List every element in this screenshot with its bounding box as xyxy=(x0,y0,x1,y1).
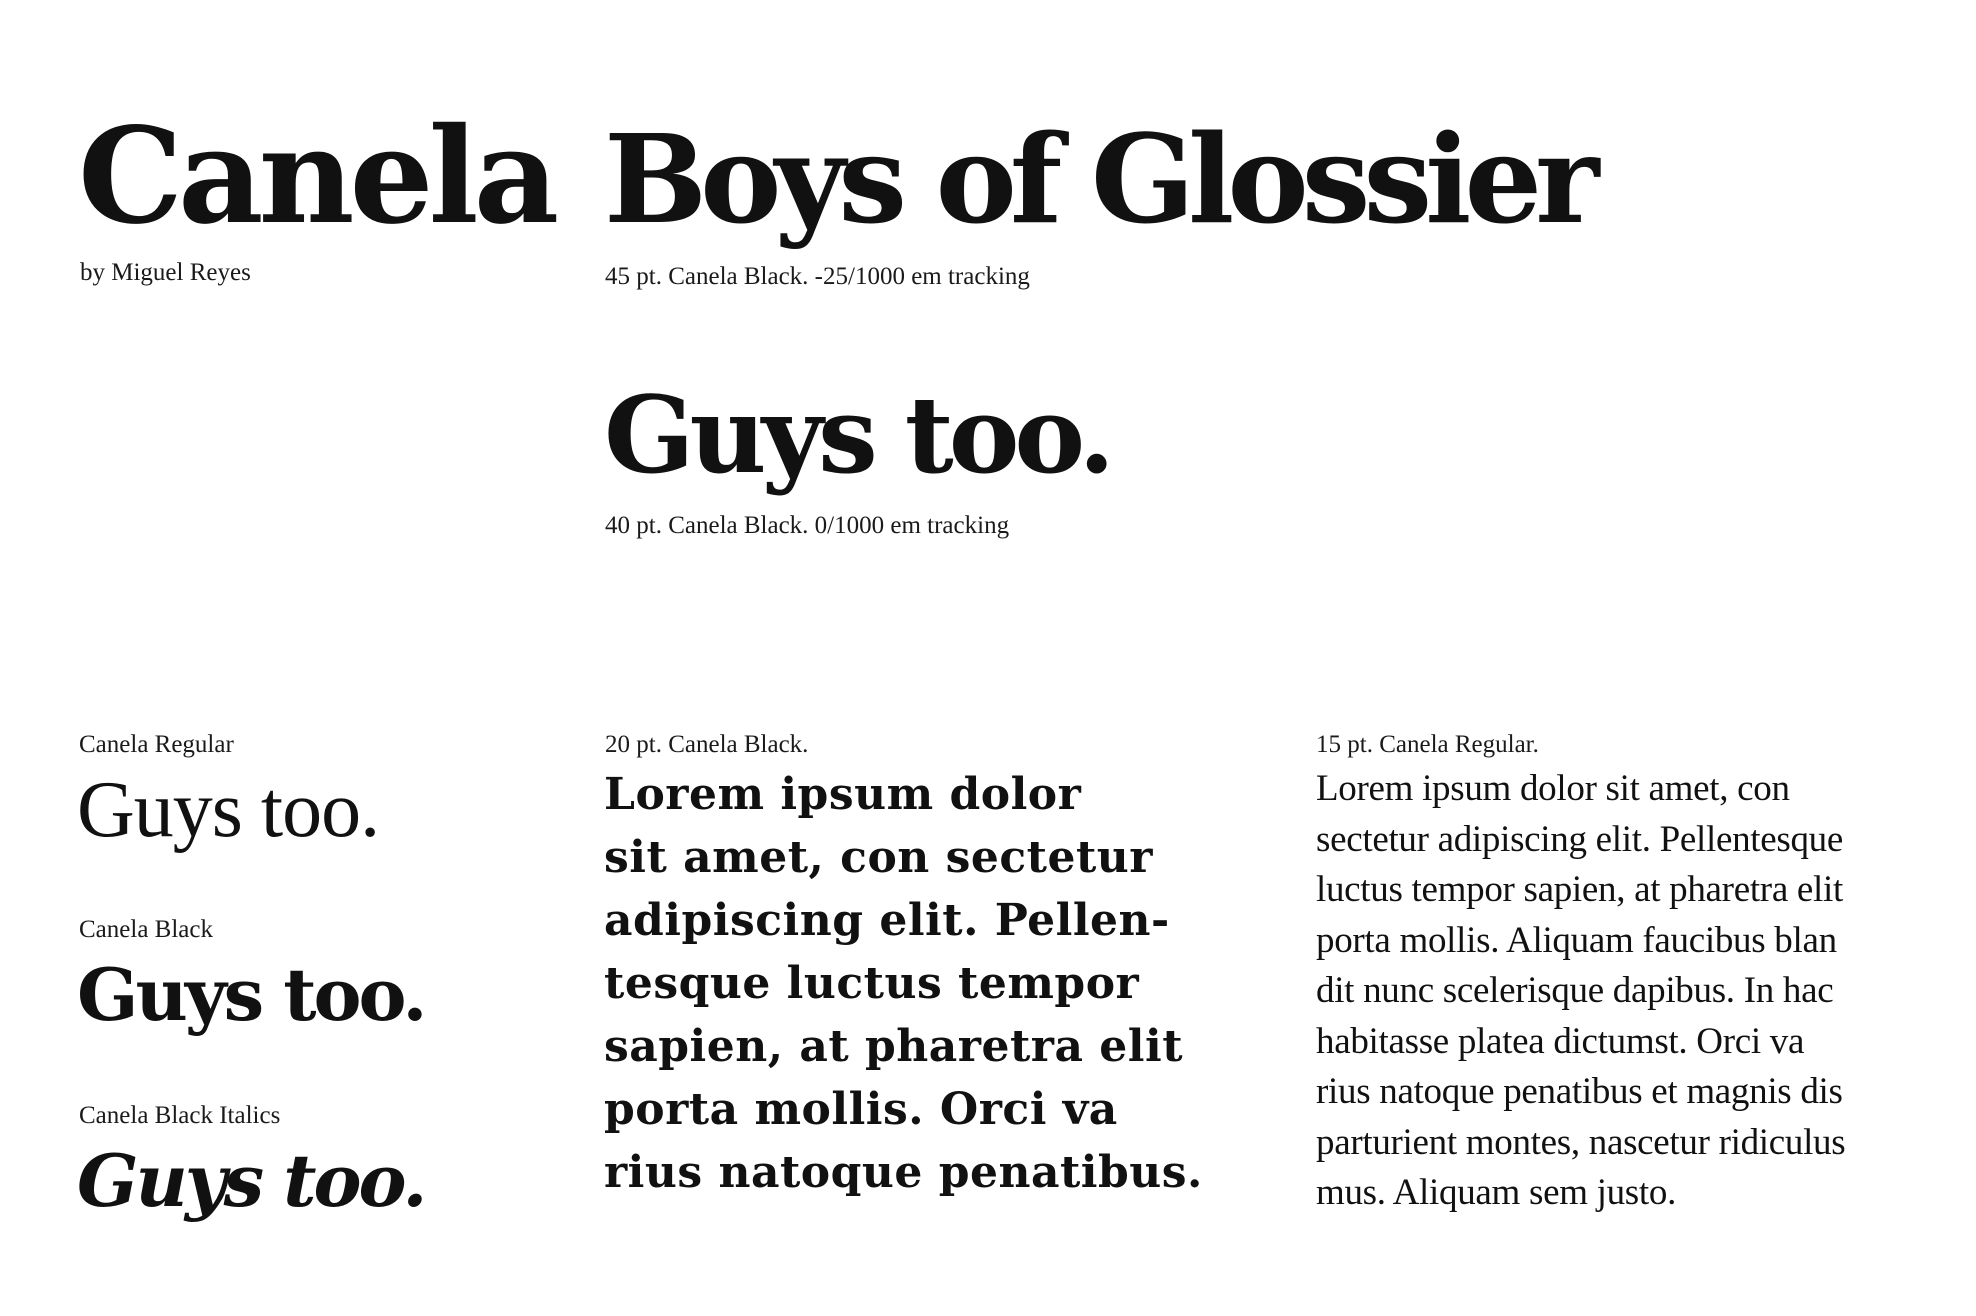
regular-body-line: parturient montes, nascetur ridiculus xyxy=(1316,1121,1846,1163)
black-body-line: sit amet, con sectetur xyxy=(604,832,1153,883)
black-body-line: sapien, at pharetra elit xyxy=(604,1021,1184,1072)
specimen-black-label: Canela Black xyxy=(79,916,213,943)
black-body-paragraph xyxy=(604,763,1203,1204)
regular-body-line: sectetur adipiscing elit. Pellentesque xyxy=(1316,818,1843,860)
typeface-designer: by Miguel Reyes xyxy=(80,259,251,286)
regular-body-line: habitasse platea dictumst. Orci va xyxy=(1316,1020,1805,1062)
black-body-line: rius natoque penatibus. xyxy=(604,1147,1203,1198)
hero-sample-1-caption: 45 pt. Canela Black. -25/1000 em tracking xyxy=(605,263,1030,290)
specimen-black-italic-label: Canela Black Italics xyxy=(79,1102,281,1129)
specimen-black-italic-sample: Guys too. xyxy=(77,1138,425,1223)
black-body-line: adipiscing elit. Pellen- xyxy=(604,895,1170,946)
specimen-regular-label: Canela Regular xyxy=(79,731,234,758)
specimen-black-sample: Guys too. xyxy=(77,952,425,1037)
black-body-line: Lorem ipsum dolor xyxy=(604,769,1082,820)
black-body-line: tesque luctus tempor xyxy=(604,958,1140,1009)
regular-body-line: luctus tempor sapien, at pharetra elit xyxy=(1316,869,1843,910)
regular-body-line: porta mollis. Aliquam faucibus blan xyxy=(1316,919,1837,961)
hero-sample-2: Guys too. xyxy=(604,372,1111,497)
black-body-line: porta mollis. Orci va xyxy=(604,1084,1118,1135)
regular-body-caption: 15 pt. Canela Regular. xyxy=(1316,731,1539,758)
black-body-caption: 20 pt. Canela Black. xyxy=(605,731,809,758)
regular-body-paragraph xyxy=(1316,764,1845,1219)
typeface-name: Canela xyxy=(78,99,555,254)
regular-body-line: Lorem ipsum dolor sit amet, con xyxy=(1316,768,1790,809)
regular-body-line: mus. Aliquam sem justo. xyxy=(1316,1172,1677,1213)
hero-sample-2-caption: 40 pt. Canela Black. 0/1000 em tracking xyxy=(605,512,1010,539)
regular-body-line: rius natoque penatibus et magnis dis xyxy=(1316,1071,1843,1112)
hero-sample-1: Boys of Glossier xyxy=(604,107,1593,251)
regular-body-line: dit nunc scelerisque dapibus. In hac xyxy=(1316,970,1834,1011)
specimen-regular-sample: Guys too. xyxy=(77,766,380,854)
